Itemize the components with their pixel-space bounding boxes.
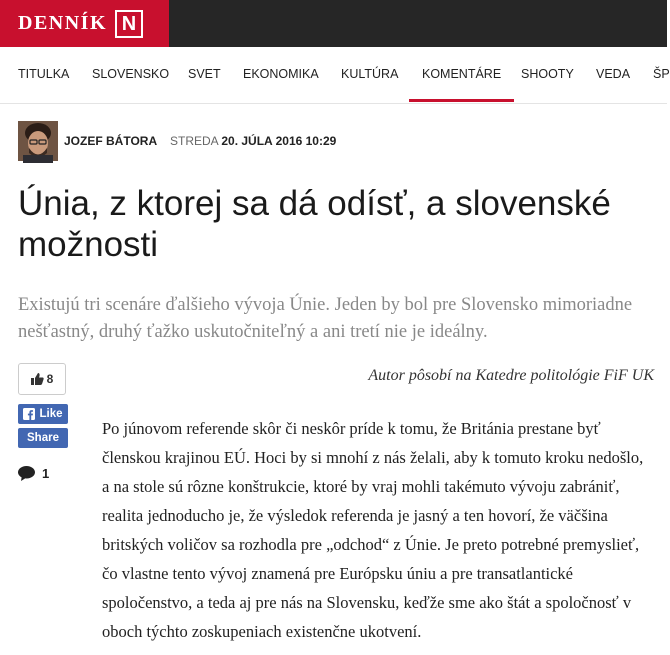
site-logo[interactable] [0, 0, 169, 47]
facebook-like-button[interactable] [18, 404, 68, 424]
facebook-share-label: Share [27, 432, 59, 444]
nav-item-svet[interactable]: SVET [188, 67, 221, 81]
author-avatar[interactable] [18, 121, 58, 161]
article-body: Po júnovom referende skôr či neskôr príde k tomu, že Británia prestane byť členskou krajinou EÚ. Hoci by si mnohí z nás želali, aby k tomuto kroku nedošlo, a na stole sú rôzne konštrukcie, ktoré by vraj mohli takémuto vývoju zabrániť, realita jednoducho je, že výsledok referenda je jasný a ten hovorí, že väčšina britských voličov sa rozhodla pre „odchod“ z Únie. Je preto potrebné premyslieť, čo vlastne tento vývoj znamená pre Európsku úniu a pre transatlantické spoločenstvo, a teda aj pre nás na Slovensku, keďže sme ako štát a spoločnosť v oboch týchto zoskupeniach existenčne ukotvení. [102, 419, 644, 641]
logo-text: DENNÍK [18, 12, 108, 34]
comment-icon [18, 466, 35, 481]
publish-date [170, 134, 336, 148]
nav-item-ekonomika[interactable]: EKONOMIKA [243, 67, 319, 81]
nav-item-sport[interactable]: ŠP [653, 67, 670, 81]
author-name[interactable]: JOZEF BÁTORA [64, 134, 158, 148]
comment-count: 1 [42, 466, 50, 481]
nav-item-slovensko[interactable]: SLOVENSKO [92, 67, 170, 81]
nav-item-titulka[interactable]: TITULKA [18, 67, 70, 81]
nav-item-veda[interactable]: VEDA [596, 67, 631, 81]
facebook-icon [23, 408, 35, 420]
facebook-share-button[interactable] [18, 428, 68, 448]
byline [18, 121, 658, 161]
nav-item-shooty[interactable]: SHOOTY [521, 67, 574, 81]
publish-day: STREDA [170, 134, 219, 148]
article-title: Únia, z ktorej sa dá odísť, a slovenské možnosti [18, 184, 611, 264]
publish-datetime: 20. JÚLA 2016 10:29 [221, 134, 337, 148]
comments-link[interactable] [18, 466, 49, 481]
thumbs-up-icon [31, 373, 44, 385]
like-button[interactable] [18, 363, 66, 395]
like-count: 8 [46, 372, 54, 386]
main-nav [0, 47, 670, 104]
article-perex: Existujú tri scenáre ďalšieho vývoja Únie. Jeden by bol pre Slovensko mimoriadne nešťastný, druhý ťažko uskutočniteľný a ani tretí nie je ideálny. [18, 295, 633, 342]
nav-item-kultura[interactable]: KULTÚRA [341, 67, 399, 81]
top-bar [0, 0, 667, 47]
nav-item-komentare[interactable]: KOMENTÁRE [409, 47, 514, 102]
author-note: Autor pôsobí na Katedre politológie FiF UK [368, 367, 654, 384]
logo-mark: N [115, 10, 143, 38]
facebook-like-label: Like [39, 408, 63, 420]
